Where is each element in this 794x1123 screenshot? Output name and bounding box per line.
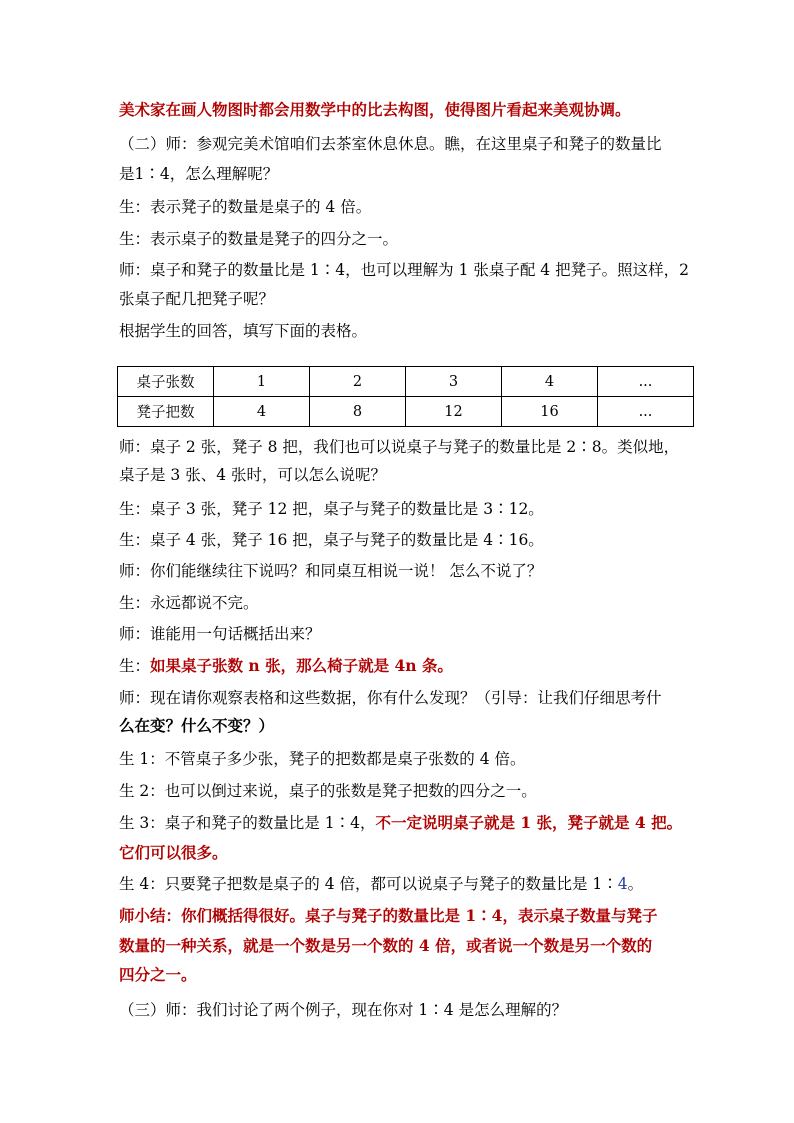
paragraph-line: 根据学生的回答，填写下面的表格。: [119, 322, 368, 340]
paragraph-line: 师：桌子 2 张，凳子 8 把，我们也可以说桌子与凳子的数量比是 2∶8。类似地，: [119, 438, 680, 456]
table-row: [118, 397, 694, 427]
summary-line: 师小结：你们概括得很好。桌子与凳子的数量比是 1∶4，表示桌子数量与凳子: [119, 906, 658, 925]
highlight-line: 它们可以很多。: [119, 843, 228, 862]
table-cell: 2: [310, 367, 406, 397]
paragraph-line: 师：谁能用一句话概括出来？: [119, 625, 321, 643]
row-header: 桌子张数: [118, 367, 214, 397]
highlight-text: 如果桌子张数 n 张，那么椅子就是 4n 条。: [150, 656, 453, 675]
paragraph-line: 是1∶4，怎么理解呢？: [119, 165, 279, 183]
table-cell: 4: [214, 397, 310, 427]
summary-line: 数量的一种关系，就是一个数是另一个数的 4 倍，或者说一个数是另一个数的: [119, 936, 653, 955]
paragraph-line: 生：桌子 4 张，凳子 16 把，桌子与凳子的数量比是 4∶16。: [119, 531, 544, 549]
paragraph-line: （二）师：参观完美术馆咱们去茶室休息休息。瞧，在这里桌子和凳子的数量比: [119, 135, 662, 153]
speaker-text: 生 3：桌子和凳子的数量比是 1∶4，: [119, 814, 376, 832]
paragraph-line: 生 2：也可以倒过来说，桌子的张数是凳子把数的四分之一。: [119, 782, 537, 800]
paragraph-line: 生：表示凳子的数量是桌子的 4 倍。: [119, 198, 372, 216]
paragraph-line: 师：你们能继续往下说吗？和同桌互相说一说！ 怎么不说了？: [119, 562, 543, 580]
paragraph-line: 师：现在请你观察表格和这些数据，你有什么发现？（引导：让我们仔细思考什: [119, 689, 662, 707]
ratio-number: 4: [617, 875, 628, 893]
paragraph-line: [119, 813, 719, 833]
table-cell: 3: [406, 367, 502, 397]
paragraph-line: [119, 874, 719, 894]
speaker-text: 生 4：只要凳子把数是桌子的 4 倍，都可以说桌子与凳子的数量比是 1∶: [119, 875, 618, 893]
desk-stool-table: [117, 366, 694, 427]
table-cell: 4: [502, 367, 598, 397]
paragraph-line: 桌子是 3 张、4 张时，可以怎么说呢？: [119, 466, 387, 484]
paragraph-line: [119, 656, 719, 676]
paragraph-line: （三）师：我们讨论了两个例子，现在你对 1∶4 是怎么理解的？: [119, 1001, 568, 1019]
table-cell: ...: [598, 397, 694, 427]
table-cell: 8: [310, 397, 406, 427]
table-cell: 16: [502, 397, 598, 427]
table-row: [118, 367, 694, 397]
paragraph-line: 生：永远都说不完。: [119, 594, 259, 612]
intro-line: 美术家在画人物图时都会用数学中的比去构图，使得图片看起来美观协调。: [119, 100, 631, 119]
paragraph-line: 张桌子配几把凳子呢？: [119, 290, 275, 308]
paragraph-line: 么在变？什么不变？）: [119, 716, 275, 735]
paragraph-line: 生：桌子 3 张，凳子 12 把，桌子与凳子的数量比是 3∶12。: [119, 500, 544, 518]
table-cell: ...: [598, 367, 694, 397]
summary-line: 四分之一。: [119, 965, 197, 984]
paragraph-line: 生：表示桌子的数量是凳子的四分之一。: [119, 230, 399, 248]
highlight-text: 不一定说明桌子就是 1 张，凳子就是 4 把。: [375, 813, 683, 832]
punctuation: 。: [627, 875, 644, 893]
paragraph-line: 生 1：不管桌子多少张，凳子的把数都是桌子张数的 4 倍。: [119, 750, 526, 768]
speaker-label: 生：: [119, 657, 151, 675]
table-cell: 12: [406, 397, 502, 427]
table-cell: 1: [214, 367, 310, 397]
row-header: 凳子把数: [118, 397, 214, 427]
paragraph-line: 师：桌子和凳子的数量比是 1∶4，也可以理解为 1 张桌子配 4 把凳子。照这样，2: [119, 261, 689, 279]
